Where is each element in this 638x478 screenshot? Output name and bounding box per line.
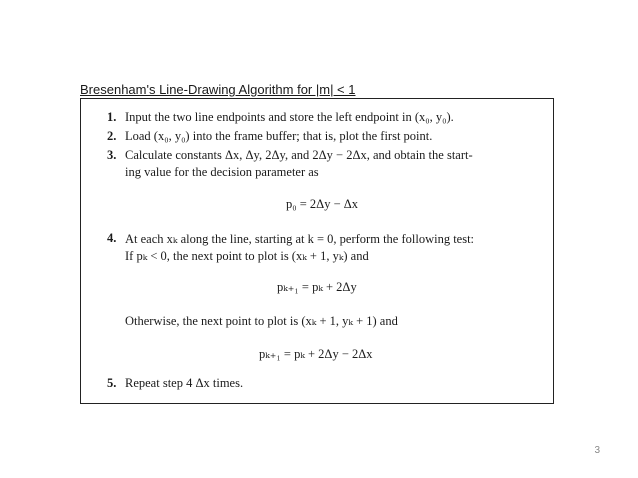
step-3-number: 3. bbox=[107, 148, 117, 162]
step-4-otherwise-text: Otherwise, the next point to plot is (xₖ + 1, yₖ + 1) and bbox=[125, 314, 398, 328]
step-3-text-line-1: Calculate constants Δx, Δy, 2Δy, and 2Δy − 2Δx, and obtain the start- bbox=[125, 148, 473, 162]
step-4-text-line-2: If pₖ < 0, the next point to plot is (xₖ + 1, yₖ) and bbox=[125, 249, 369, 263]
step-1-number: 1. bbox=[107, 110, 117, 124]
algorithm-caption: Bresenham's Line-Drawing Algorithm for |m| < 1 bbox=[80, 82, 356, 97]
step-3-text-line-2: ing value for the decision parameter as bbox=[125, 165, 319, 179]
page-number: 3 bbox=[594, 445, 600, 456]
step-5-number: 5. bbox=[107, 376, 117, 390]
step-5-text: Repeat step 4 Δx times. bbox=[125, 376, 244, 390]
step-1-text: Input the two line endpoints and store the left endpoint in (x₀, y₀). bbox=[125, 110, 454, 124]
step-2-text: Load (x₀, y₀) into the frame buffer; that is, plot the first point. bbox=[125, 129, 433, 143]
step-2-number: 2. bbox=[107, 129, 117, 143]
step-4-equation-2: pₖ₊₁ = pₖ + 2Δy − 2Δx bbox=[259, 347, 373, 361]
step-4-equation-1: pₖ₊₁ = pₖ + 2Δy bbox=[277, 280, 357, 294]
step-3-equation: p₀ = 2Δy − Δx bbox=[286, 197, 359, 211]
step-4-number: 4. bbox=[107, 231, 117, 245]
algorithm-box bbox=[80, 98, 554, 404]
step-4-text-line-1: At each xₖ along the line, starting at k = 0, perform the following test: bbox=[125, 232, 475, 246]
